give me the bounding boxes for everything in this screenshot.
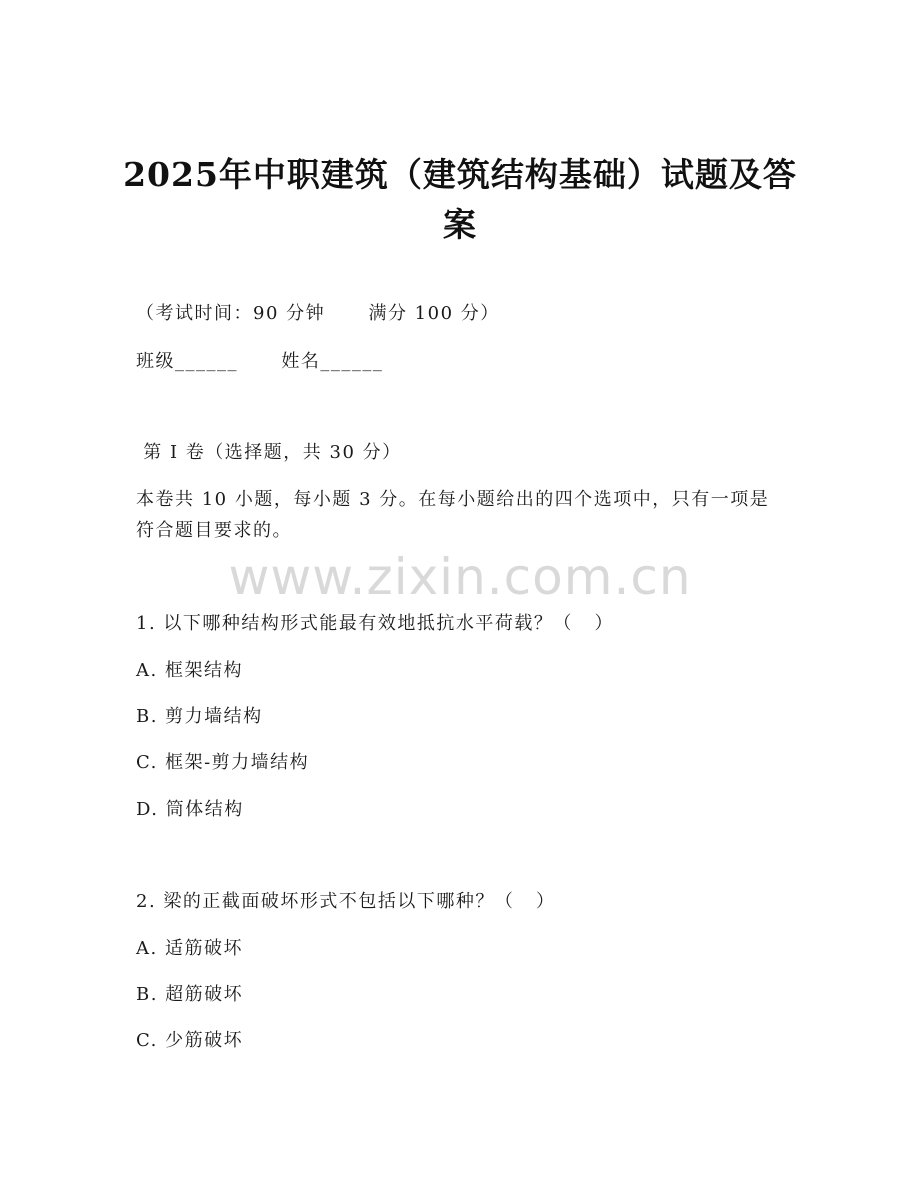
question-1-option-c: C. 框架-剪力墙结构 (136, 752, 310, 773)
question-2-option-b: B. 超筋破坏 (136, 984, 244, 1005)
question-1-option-d: D. 筒体结构 (136, 799, 244, 820)
question-1-option-b: B. 剪力墙结构 (136, 706, 263, 727)
document-title: 2025年中职建筑（建筑结构基础）试题及答案 (123, 155, 797, 244)
question-2-stem: 2. 梁的正截面破坏形式不包括以下哪种？（ ） (136, 891, 556, 912)
question-1-option-a: A. 框架结构 (136, 660, 243, 681)
question-1-stem: 1. 以下哪种结构形式能最有效地抵抗水平荷载？（ ） (136, 613, 615, 634)
watermark: www.zixin.com.cn (228, 548, 692, 606)
question-2-option-c: C. 少筋破坏 (136, 1030, 244, 1051)
section-heading: 第 I 卷（选择题，共 30 分） (136, 442, 402, 463)
question-2-option-a: A. 适筋破坏 (136, 938, 243, 959)
section-instructions: 本卷共 10 小题，每小题 3 分。在每小题给出的四个选项中，只有一项是符合题目要求的。 (136, 489, 770, 541)
exam-info: （考试时间：90 分钟 满分 100 分） (136, 303, 500, 324)
class-name-fields: 班级______ 姓名______ (136, 351, 384, 372)
